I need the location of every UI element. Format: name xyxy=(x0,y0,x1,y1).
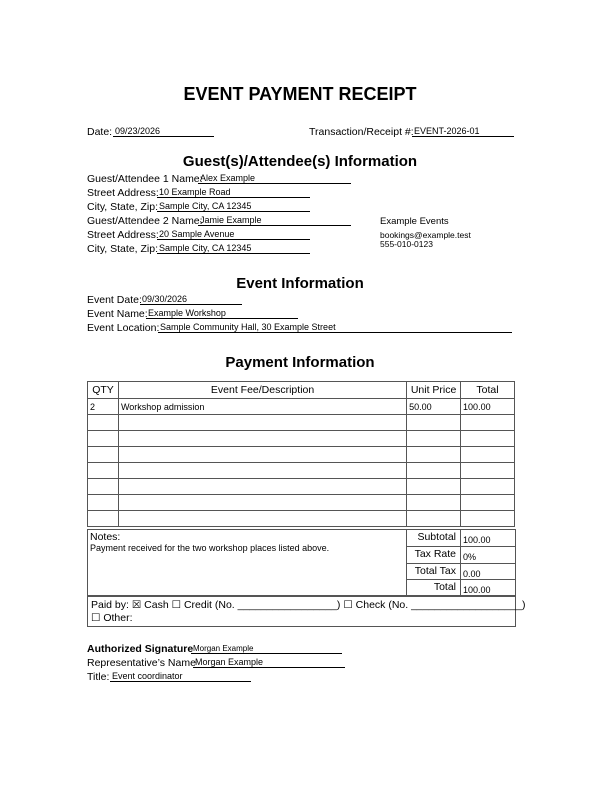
col-description: Event Fee/Description xyxy=(118,382,406,399)
event-location-field[interactable]: Sample Community Hall, 30 Example Street xyxy=(158,322,512,333)
cell-description[interactable] xyxy=(118,495,406,511)
g2-name-field[interactable]: Jamie Example xyxy=(198,215,351,226)
notes-label: Notes: xyxy=(90,531,121,543)
cell-unit-price[interactable] xyxy=(407,495,461,511)
g2-street-field[interactable]: 20 Sample Avenue xyxy=(157,229,310,240)
title-label: Title: xyxy=(87,671,110,683)
cell-total[interactable] xyxy=(461,415,515,431)
table-row xyxy=(88,415,515,431)
cell-qty[interactable] xyxy=(88,511,119,527)
cell-qty[interactable]: 2 xyxy=(88,399,119,415)
cell-unit-price[interactable] xyxy=(407,463,461,479)
cell-total[interactable]: 100.00 xyxy=(461,399,515,415)
event-heading: Event Information xyxy=(236,275,364,292)
auth-signature-field[interactable]: Morgan Example xyxy=(191,643,342,654)
cell-description[interactable] xyxy=(118,447,406,463)
cell-total[interactable] xyxy=(461,511,515,527)
cell-qty[interactable] xyxy=(88,463,119,479)
title-field[interactable]: Event coordinator xyxy=(110,671,251,682)
cell-qty[interactable] xyxy=(88,431,119,447)
g1-name-field[interactable]: Alex Example xyxy=(198,173,351,184)
table-row xyxy=(88,431,515,447)
transaction-label: Transaction/Receipt #: xyxy=(309,126,414,138)
payment-heading: Payment Information xyxy=(225,354,375,371)
cell-unit-price[interactable] xyxy=(407,511,461,527)
event-location-label: Event Location: xyxy=(87,322,160,334)
taxrate-label: Tax Rate xyxy=(414,548,456,560)
g1-street-field[interactable]: 10 Example Road xyxy=(157,187,310,198)
cell-qty[interactable] xyxy=(88,447,119,463)
table-row xyxy=(88,399,515,415)
cell-unit-price[interactable]: 50.00 xyxy=(407,399,461,415)
col-total: Total xyxy=(461,382,515,399)
date-field[interactable]: 09/23/2026 xyxy=(113,126,214,137)
cell-description[interactable] xyxy=(118,415,406,431)
payment-table xyxy=(87,381,515,527)
transaction-field[interactable]: EVENT-2026-01 xyxy=(412,126,514,137)
table-row xyxy=(88,447,515,463)
g1-name-label: Guest/Attendee 1 Name: xyxy=(87,173,203,185)
event-date-field[interactable]: 09/30/2026 xyxy=(140,294,242,305)
date-label: Date: xyxy=(87,126,113,138)
totaltax-value[interactable]: 0.00 xyxy=(463,569,481,579)
auth-signature-label: Authorized Signature xyxy=(87,643,194,655)
cell-qty[interactable] xyxy=(88,415,119,431)
g2-name-label: Guest/Attendee 2 Name: xyxy=(87,215,203,227)
company-name: Example Events xyxy=(380,216,449,227)
table-row xyxy=(88,511,515,527)
cell-description[interactable] xyxy=(118,511,406,527)
totaltax-label: Total Tax xyxy=(414,565,456,577)
col-unit-price: Unit Price xyxy=(407,382,461,399)
page-title: EVENT PAYMENT RECEIPT xyxy=(183,84,417,104)
g1-street-label: Street Address: xyxy=(87,187,159,199)
cell-description[interactable]: Workshop admission xyxy=(118,399,406,415)
cell-total[interactable] xyxy=(461,495,515,511)
rep-name-field[interactable]: Morgan Example xyxy=(193,657,345,668)
taxrate-value[interactable]: 0% xyxy=(463,552,477,562)
company-email: bookings@example.test xyxy=(380,230,471,240)
total-label: Total xyxy=(433,581,456,593)
col-qty: QTY xyxy=(88,382,119,399)
table-row xyxy=(88,495,515,511)
cell-unit-price[interactable] xyxy=(407,431,461,447)
company-phone: 555-010-0123 xyxy=(380,239,433,249)
table-row xyxy=(88,463,515,479)
g1-city-field[interactable]: Sample City, CA 12345 xyxy=(157,201,310,212)
cell-unit-price[interactable] xyxy=(407,447,461,463)
event-date-label: Event Date: xyxy=(87,294,142,306)
g2-city-field[interactable]: Sample City, CA 12345 xyxy=(157,243,310,254)
cell-description[interactable] xyxy=(118,463,406,479)
subtotal-value[interactable]: 100.00 xyxy=(463,535,491,545)
cell-total[interactable] xyxy=(461,431,515,447)
total-value[interactable]: 100.00 xyxy=(463,585,491,595)
summary-rule xyxy=(406,546,516,547)
subtotal-label: Subtotal xyxy=(417,531,456,543)
table-header-row xyxy=(88,382,515,399)
paid-by-other[interactable]: ☐ Other: xyxy=(91,612,133,624)
paid-by-line[interactable]: Paid by: ☒ Cash ☐ Credit (No. _________________) ☐ Check (No. ___________________) xyxy=(91,599,526,611)
summary-rule xyxy=(406,563,516,564)
cell-total[interactable] xyxy=(461,463,515,479)
cell-qty[interactable] xyxy=(88,495,119,511)
g2-city-label: City, State, Zip: xyxy=(87,243,158,255)
cell-total[interactable] xyxy=(461,479,515,495)
summary-rule xyxy=(406,579,516,580)
g2-street-label: Street Address: xyxy=(87,229,159,241)
cell-unit-price[interactable] xyxy=(407,479,461,495)
table-row xyxy=(88,479,515,495)
notes-text[interactable]: Payment received for the two workshop places listed above. xyxy=(90,543,330,553)
rep-name-label: Representative’s Name xyxy=(87,657,196,669)
cell-unit-price[interactable] xyxy=(407,415,461,431)
g1-city-label: City, State, Zip: xyxy=(87,201,158,213)
guests-heading: Guest(s)/Attendee(s) Information xyxy=(182,153,418,170)
cell-qty[interactable] xyxy=(88,479,119,495)
cell-total[interactable] xyxy=(461,447,515,463)
event-name-field[interactable]: Example Workshop xyxy=(146,308,298,319)
cell-description[interactable] xyxy=(118,431,406,447)
cell-description[interactable] xyxy=(118,479,406,495)
event-name-label: Event Name: xyxy=(87,308,148,320)
